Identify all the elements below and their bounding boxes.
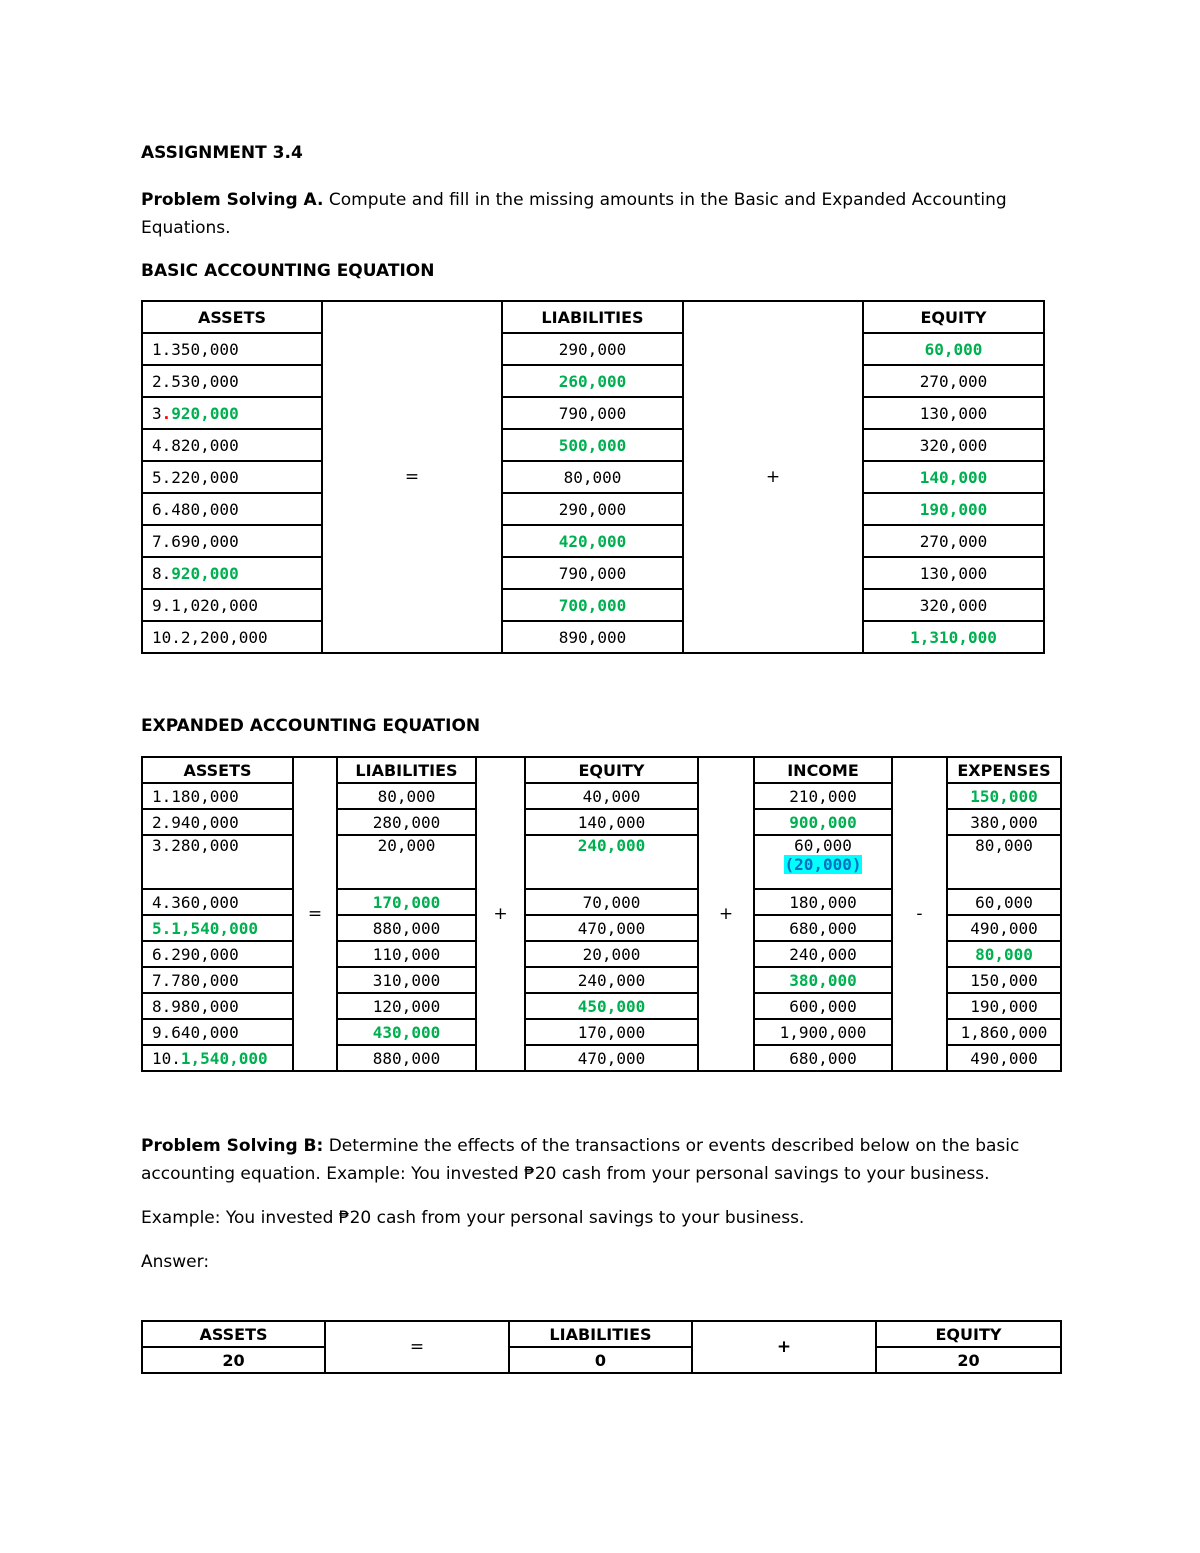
expanded-header-expenses: EXPENSES xyxy=(947,757,1061,783)
basic-header-equity: EQUITY xyxy=(863,301,1044,333)
basic-assets-cell: 9.1,020,000 xyxy=(142,589,322,621)
expanded-plus-sign-1: + xyxy=(476,757,525,1071)
expanded-assets-cell: 3.280,000 xyxy=(142,835,293,889)
income-adjustment-highlight: (20,000) xyxy=(784,855,862,874)
basic-assets-cell: 3.920,000 xyxy=(142,397,322,429)
basic-liabilities-cell: 260,000 xyxy=(502,365,683,397)
basic-plus-sign: + xyxy=(683,301,863,653)
expanded-liabilities-cell: 430,000 xyxy=(337,1019,476,1045)
expanded-income-cell: 380,000 xyxy=(754,967,892,993)
answer-row xyxy=(142,1347,1061,1373)
answer-equation-table xyxy=(141,1320,1062,1374)
expanded-income-cell: 210,000 xyxy=(754,783,892,809)
expanded-equity-cell: 470,000 xyxy=(525,1045,698,1071)
basic-equity-cell: 130,000 xyxy=(863,397,1044,429)
answer-equals-sign: = xyxy=(325,1321,509,1373)
basic-header-assets: ASSETS xyxy=(142,301,322,333)
expanded-liabilities-cell: 310,000 xyxy=(337,967,476,993)
basic-row xyxy=(142,397,1044,429)
expanded-assets-cell: 2.940,000 xyxy=(142,809,293,835)
basic-equity-cell: 140,000 xyxy=(863,461,1044,493)
answer-label: Answer: xyxy=(141,1252,210,1272)
basic-assets-cell: 8.920,000 xyxy=(142,557,322,589)
basic-liabilities-cell: 790,000 xyxy=(502,557,683,589)
basic-row xyxy=(142,461,1044,493)
expanded-assets-cell: 5.1,540,000 xyxy=(142,915,293,941)
basic-equity-cell: 1,310,000 xyxy=(863,621,1044,653)
expanded-assets-cell: 4.360,000 xyxy=(142,889,293,915)
expanded-equity-cell: 20,000 xyxy=(525,941,698,967)
basic-equals-sign: = xyxy=(322,301,502,653)
expanded-expenses-cell: 80,000 xyxy=(947,835,1061,889)
expanded-equity-cell: 170,000 xyxy=(525,1019,698,1045)
basic-row xyxy=(142,557,1044,589)
basic-assets-cell: 10.2,200,000 xyxy=(142,621,322,653)
expanded-liabilities-cell: 120,000 xyxy=(337,993,476,1019)
answer-assets-value: 20 xyxy=(142,1347,325,1373)
expanded-assets-cell: 8.980,000 xyxy=(142,993,293,1019)
expanded-income-cell: 180,000 xyxy=(754,889,892,915)
basic-assets-cell: 6.480,000 xyxy=(142,493,322,525)
expanded-assets-cell: 9.640,000 xyxy=(142,1019,293,1045)
expanded-liabilities-cell: 20,000 xyxy=(337,835,476,889)
basic-assets-cell: 4.820,000 xyxy=(142,429,322,461)
expanded-header-income: INCOME xyxy=(754,757,892,783)
expanded-equity-cell: 140,000 xyxy=(525,809,698,835)
basic-equity-cell: 320,000 xyxy=(863,589,1044,621)
expanded-equity-cell: 240,000 xyxy=(525,967,698,993)
answer-liabilities-value: 0 xyxy=(509,1347,692,1373)
expanded-expenses-cell: 60,000 xyxy=(947,889,1061,915)
expanded-expenses-cell: 490,000 xyxy=(947,915,1061,941)
expanded-income-cell: 680,000 xyxy=(754,915,892,941)
basic-liabilities-cell: 420,000 xyxy=(502,525,683,557)
basic-row xyxy=(142,333,1044,365)
expanded-income-cell: 600,000 xyxy=(754,993,892,1019)
problem-a-instructions xyxy=(141,186,1041,242)
problem-b-example: Example: You invested ₱20 cash from your personal savings to your business. xyxy=(141,1208,805,1228)
expanded-header-assets: ASSETS xyxy=(142,757,293,783)
expanded-assets-cell: 7.780,000 xyxy=(142,967,293,993)
expanded-equals-sign: = xyxy=(293,757,337,1071)
expanded-liabilities-cell: 880,000 xyxy=(337,1045,476,1071)
expanded-liabilities-cell: 110,000 xyxy=(337,941,476,967)
expanded-income-cell: 60,000 (20,000) xyxy=(754,835,892,889)
basic-equation-table xyxy=(141,300,1045,654)
expanded-assets-cell: 10.1,540,000 xyxy=(142,1045,293,1071)
expanded-expenses-cell: 150,000 xyxy=(947,783,1061,809)
basic-liabilities-cell: 80,000 xyxy=(502,461,683,493)
expanded-expenses-cell: 190,000 xyxy=(947,993,1061,1019)
basic-liabilities-cell: 790,000 xyxy=(502,397,683,429)
basic-equation-heading: BASIC ACCOUNTING EQUATION xyxy=(141,261,435,281)
basic-equity-cell: 130,000 xyxy=(863,557,1044,589)
problem-b-label: Problem Solving B: xyxy=(141,1136,324,1156)
basic-assets-cell: 1.350,000 xyxy=(142,333,322,365)
expanded-liabilities-cell: 80,000 xyxy=(337,783,476,809)
expanded-income-cell: 240,000 xyxy=(754,941,892,967)
basic-liabilities-cell: 700,000 xyxy=(502,589,683,621)
expanded-plus-sign-2: + xyxy=(698,757,754,1071)
answer-header-liabilities: LIABILITIES xyxy=(509,1321,692,1347)
basic-assets-cell: 5.220,000 xyxy=(142,461,322,493)
expanded-assets-cell: 6.290,000 xyxy=(142,941,293,967)
basic-row xyxy=(142,429,1044,461)
expanded-equity-cell: 450,000 xyxy=(525,993,698,1019)
answer-header-assets: ASSETS xyxy=(142,1321,325,1347)
expanded-expenses-cell: 150,000 xyxy=(947,967,1061,993)
problem-a-label: Problem Solving A. xyxy=(141,190,324,210)
basic-liabilities-cell: 500,000 xyxy=(502,429,683,461)
basic-row xyxy=(142,493,1044,525)
basic-liabilities-cell: 890,000 xyxy=(502,621,683,653)
expanded-liabilities-cell: 880,000 xyxy=(337,915,476,941)
basic-row xyxy=(142,621,1044,653)
expanded-equity-cell: 40,000 xyxy=(525,783,698,809)
expanded-header-equity: EQUITY xyxy=(525,757,698,783)
basic-row xyxy=(142,365,1044,397)
basic-equity-cell: 270,000 xyxy=(863,365,1044,397)
answer-header-equity: EQUITY xyxy=(876,1321,1061,1347)
problem-b-text: Determine the effects of the transactions or events described below on the basic accounting equation. Example: You invested ₱20 cash from your personal savings to your business. xyxy=(141,1136,1020,1184)
expanded-equity-cell: 470,000 xyxy=(525,915,698,941)
expanded-expenses-cell: 1,860,000 xyxy=(947,1019,1061,1045)
expanded-equation-heading: EXPANDED ACCOUNTING EQUATION xyxy=(141,716,481,736)
problem-b-instructions xyxy=(141,1132,1041,1188)
basic-row xyxy=(142,589,1044,621)
expanded-equity-cell: 240,000 xyxy=(525,835,698,889)
expanded-expenses-cell: 380,000 xyxy=(947,809,1061,835)
basic-liabilities-cell: 290,000 xyxy=(502,333,683,365)
problem-a-text: Compute and fill in the missing amounts in the Basic and Expanded Accounting Equations. xyxy=(141,190,1007,238)
expanded-liabilities-cell: 280,000 xyxy=(337,809,476,835)
expanded-assets-cell: 1.180,000 xyxy=(142,783,293,809)
basic-equity-cell: 320,000 xyxy=(863,429,1044,461)
basic-equity-cell: 60,000 xyxy=(863,333,1044,365)
answer-equity-value: 20 xyxy=(876,1347,1061,1373)
basic-assets-cell: 7.690,000 xyxy=(142,525,322,557)
assignment-title: ASSIGNMENT 3.4 xyxy=(141,143,303,163)
basic-assets-cell: 2.530,000 xyxy=(142,365,322,397)
expanded-income-cell: 900,000 xyxy=(754,809,892,835)
expanded-expenses-cell: 80,000 xyxy=(947,941,1061,967)
basic-equity-cell: 190,000 xyxy=(863,493,1044,525)
expanded-liabilities-cell: 170,000 xyxy=(337,889,476,915)
basic-row xyxy=(142,525,1044,557)
expanded-equation-table xyxy=(141,756,1062,1072)
expanded-minus-sign: - xyxy=(892,757,947,1071)
basic-equity-cell: 270,000 xyxy=(863,525,1044,557)
expanded-expenses-cell: 490,000 xyxy=(947,1045,1061,1071)
expanded-income-cell: 1,900,000 xyxy=(754,1019,892,1045)
answer-plus-sign: + xyxy=(692,1321,876,1373)
expanded-income-cell: 680,000 xyxy=(754,1045,892,1071)
basic-header-liabilities: LIABILITIES xyxy=(502,301,683,333)
basic-liabilities-cell: 290,000 xyxy=(502,493,683,525)
expanded-equity-cell: 70,000 xyxy=(525,889,698,915)
expanded-header-liabilities: LIABILITIES xyxy=(337,757,476,783)
